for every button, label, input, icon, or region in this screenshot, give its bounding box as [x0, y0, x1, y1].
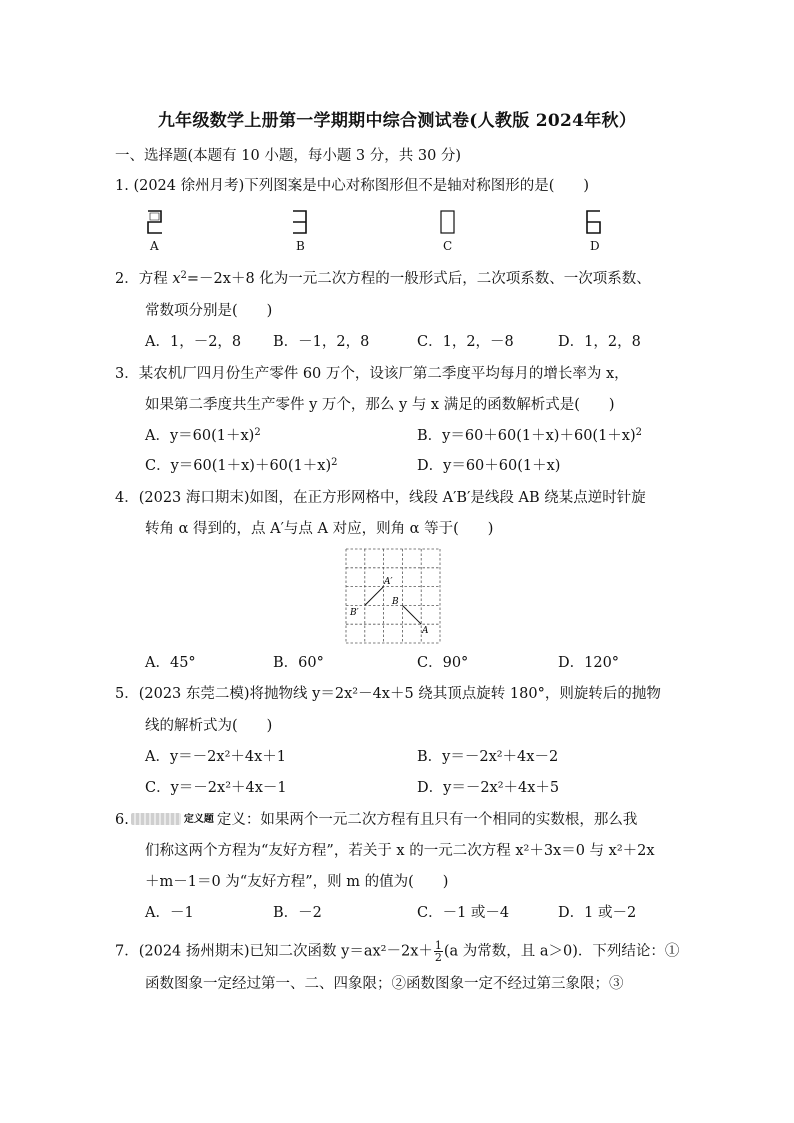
label-a: A — [422, 626, 429, 636]
q3-option-a: A．$y=60(1+x)^2$ — [145, 427, 261, 444]
question-6-line-3: ＋m－1＝0 为“友好方程”，则 m 的值为( ) — [145, 874, 449, 890]
q3-option-c: C．$y=60(1+x)+60(1+x)^2$ — [145, 457, 338, 474]
figure-label-a: A — [150, 239, 159, 253]
q5-option-c: C．y＝－2x²＋4x－1 — [145, 780, 287, 796]
question-1: 1. (2024 徐州月考)下列图案是中心对称图形但不是轴对称图形的是( ) — [115, 178, 590, 194]
fraction-one-half: $\frac{1}{2}$ — [434, 939, 442, 964]
glyph-a-image — [145, 208, 165, 236]
square-grid-figure — [345, 548, 441, 644]
q4-option-b: B．60° — [273, 655, 324, 671]
question-7-line-1: 7．(2024 扬州期末)已知二次函数 y＝ax²－2x＋ $\frac{1}{2}$ (a 为常数，且 a＞0)．下列结论：① — [115, 939, 680, 964]
label-a-prime: A′ — [384, 577, 393, 587]
q6-option-a: A．－1 — [145, 905, 194, 921]
label-b: B — [392, 597, 399, 607]
figure-label-d: D — [590, 239, 600, 253]
question-6-line-1: 6. 定义题 定义：如果两个一元二次方程有且只有一个相同的实数根，那么我 — [115, 812, 638, 828]
q3-option-b: B．$y=60+60(1+x)+60(1+x)^2$ — [417, 427, 643, 444]
q4-option-a: A．45° — [145, 655, 196, 671]
question-4-line-2: 转角 α 得到的，点 A′与点 A 对应，则角 α 等于( ) — [145, 521, 494, 537]
q2-option-c: C．1，2，－8 — [417, 334, 514, 350]
question-3-line-1: 3．某农机厂四月份生产零件 60 万个，设该厂第二季度平均每月的增长率为 x， — [115, 366, 629, 382]
figure-label-b: B — [296, 239, 305, 253]
q4-option-d: D．120° — [558, 655, 620, 671]
q5-option-b: B．y＝－2x²＋4x－2 — [417, 749, 559, 765]
q4-option-c: C．90° — [417, 655, 469, 671]
q3-option-d: D．y＝60＋60(1＋x) — [417, 458, 561, 474]
q6-option-c: C．－1 或－4 — [417, 905, 510, 921]
question-2-line-1: 2．方程 $x^2=-2x+8$ 化为一元二次方程的一般形式后，二次项系数、一次项系数、 — [115, 270, 651, 287]
q2-option-b: B．－1，2，8 — [273, 334, 370, 350]
section-heading: 一、选择题(本题有 10 小题，每小题 3 分，共 30 分) — [115, 148, 462, 164]
question-6-line-2: 们称这两个方程为“友好方程”，若关于 x 的一元二次方程 x²＋3x＝0 与 x²＋2x — [145, 843, 655, 859]
question-3-line-2: 如果第二季度共生产零件 y 万个，那么 y 与 x 满足的函数解析式是( ) — [145, 397, 615, 413]
q2-option-d: D．1，2，8 — [558, 334, 641, 350]
q6-option-b: B．－2 — [273, 905, 322, 921]
page-title: 九年级数学上册第一学期期中综合测试卷(人教版 2024年秋） — [157, 111, 637, 131]
glyph-c-image — [438, 208, 458, 236]
q5-option-d: D．y＝－2x²＋4x＋5 — [417, 780, 560, 796]
q5-option-a: A．y＝－2x²＋4x＋1 — [145, 749, 287, 765]
question-4-line-1: 4．(2023 海口期末)如图，在正方形网格中，线段 A′B′是线段 AB 绕某点逆时针旋 — [115, 490, 646, 506]
glyph-b-image — [290, 208, 310, 236]
q2-option-a: A．1，－2，8 — [145, 334, 242, 350]
question-5-line-1: 5．(2023 东莞二模)将抛物线 y＝2x²－4x＋5 绕其顶点旋转 180°，则旋转后的抛物 — [115, 686, 661, 702]
figure-label-c: C — [443, 239, 453, 253]
question-7-line-2: 函数图象一定经过第一、二、四象限；②函数图象一定不经过第三象限；③ — [145, 976, 624, 992]
question-2-line-2: 常数项分别是( ) — [145, 303, 273, 319]
q6-option-d: D．1 或－2 — [558, 905, 637, 921]
question-5-line-2: 线的解析式为( ) — [145, 718, 273, 734]
glyph-d-image — [584, 208, 604, 236]
label-b-prime: B′ — [350, 608, 359, 618]
question-type-tag: 定义题 — [131, 812, 217, 826]
